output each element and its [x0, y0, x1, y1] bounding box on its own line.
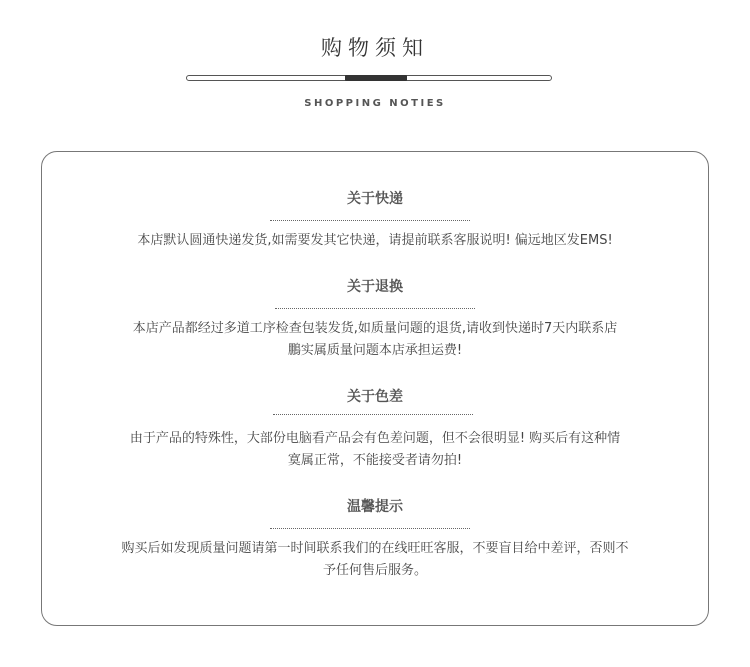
section-line: 由于产品的特殊性，大部份电脑看产品会有色差问题，但不会很明显! 购买后有这种情 — [129, 431, 621, 446]
section-line: 本店默认圆通快递发货,如需要发其它快递，请提前联系客服说明! 偏远地区发EMS! — [137, 233, 613, 248]
section-rule-color-difference — [273, 414, 473, 415]
section-title-returns: 关于退换 — [347, 279, 403, 295]
section-rule-returns — [275, 308, 475, 309]
page-subtitle: SHOPPING NOTIES — [304, 98, 446, 109]
section-line: 予任何售后服务。 — [322, 563, 427, 578]
section-body-shipping — [41, 230, 709, 252]
section-line: 寞属正常，不能接受者请勿拍! — [287, 453, 463, 468]
section-title-color-difference: 关于色差 — [347, 389, 403, 405]
section-line: 鵬实属质量问题本店承担运费! — [287, 343, 463, 358]
section-rule-shipping — [270, 220, 470, 221]
header-divider-accent — [345, 75, 407, 81]
section-rule-reminder — [270, 528, 470, 529]
section-body-returns — [41, 318, 709, 362]
section-line: 本店产品都经过多道工序检查包装发货,如质量问题的退货,请收到快递时7天内联系店 — [132, 321, 618, 336]
page-title: 购物须知 — [321, 36, 429, 60]
section-body-color-difference — [41, 428, 709, 472]
section-line: 购买后如发现质量问题请第一时间联系我们的在线旺旺客服，不要盲目给中差评，否则不 — [121, 541, 629, 556]
section-body-reminder — [41, 538, 709, 582]
section-title-shipping: 关于快递 — [347, 191, 403, 207]
section-title-reminder: 温馨提示 — [347, 499, 403, 515]
